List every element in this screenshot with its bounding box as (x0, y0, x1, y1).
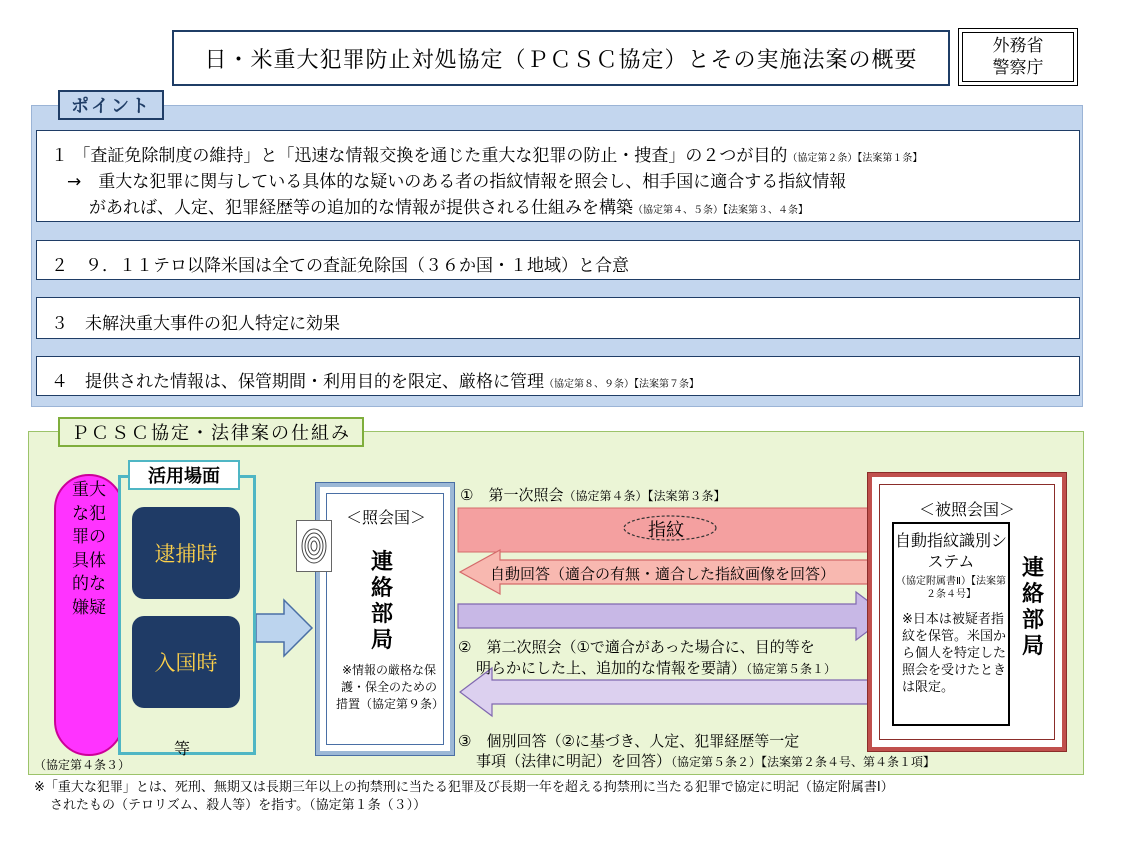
auto-reply-label: 自動回答（適合の有無・適合した指紋画像を回答） (490, 565, 836, 583)
afis-title: 自動指紋識別システム (894, 531, 1007, 571)
step1-text: ① 第一次照会 (460, 486, 564, 504)
step3-ref: （協定第５条２）【法案第２条４号、第４条１項】 (671, 755, 936, 769)
scene-entry-label: 入国時 (154, 651, 218, 675)
step2-line2-text: 明らかにした上、追加的な情報を要請） (476, 659, 747, 677)
step2-ref: （協定第５条１） (746, 662, 837, 676)
usage-tab-label: 活用場面 (148, 466, 220, 487)
requested-liaison: 連絡部局 (1021, 556, 1044, 659)
footnote (34, 779, 894, 815)
document-title-text: 日・米重大犯罪防止対処協定（ＰＣＳＣ協定）とその実施法案の概要 (204, 47, 918, 73)
afis-ref: （協定附属書Ⅱ）【法案第２条４号】 (896, 576, 1006, 600)
step3-line2 (476, 750, 935, 771)
footnote-line-1: ※「重大な犯罪」とは、死刑、無期又は長期三年以上の拘禁刑に当たる犯罪及び長期一年を超える拘禁刑に当たる犯罪で協定に明記（協定附属書Ⅰ） (34, 780, 894, 795)
point-4-ref: （協定第８、９条）【法案第７条】 (544, 379, 699, 390)
fingerprint-icon (296, 520, 332, 572)
point-1-line-3-text: があれば、人定、犯罪経歴等の追加的な情報が提供される仕組みを構築 (89, 198, 633, 218)
usage-to-requesting-arrow (256, 600, 312, 656)
agency-mofa: 外務省 (992, 36, 1044, 56)
step2-line1: ② 第二次照会（①で適合があった場合に、目的等を (458, 638, 815, 656)
scene-arrest (132, 507, 240, 599)
scene-arrest-label: 逮捕時 (154, 542, 218, 566)
points-tab-label: ポイント (71, 96, 151, 117)
step3-line1: ③ 個別回答（②に基づき、人定、犯罪経歴等一定 (458, 732, 800, 750)
step3-line2-text: 事項（法律に明記）を回答） (476, 752, 672, 770)
afis-note: ※日本は被疑者指紋を保管。米国から個人を特定した照会を受けたときは限定。 (902, 612, 1007, 695)
point-1-line-3-ref: （協定第４、５条）【法案第３、４条】 (633, 205, 808, 216)
step1-ref: （協定第４条）【法案第３条】 (563, 489, 726, 503)
requesting-country-title: ＜照会国＞ (345, 508, 426, 527)
agency-npa: 警察庁 (992, 58, 1044, 78)
point-1-line-2: → 重大な犯罪に関与している具体的な疑いのある者の指紋情報を照会し、相手国に適合する指紋情報 (67, 172, 847, 192)
step2-arrow (458, 592, 888, 640)
usage-tab (128, 460, 240, 490)
requesting-note: ※情報の厳格な保護・保全のための措置（協定第９条） (336, 663, 445, 711)
step2-line2 (476, 657, 836, 678)
fingerprint-label: 指紋 (648, 520, 684, 541)
scene-entry (132, 616, 240, 708)
footnote-line-2: されたもの（テロリズム、殺人等）を指す。（協定第１条（３）） (50, 798, 427, 813)
point-1-line-1-text: １ 「査証免除制度の維持」と「迅速な情報交換を通じた重大な犯罪の防止・捜査」の２つが目的 (51, 146, 788, 166)
mechanism-tab-label: ＰＣＳＣ協定・法律案の仕組み (71, 423, 351, 444)
requested-country-title: ＜被照会国＞ (918, 500, 1015, 519)
scene-etc: 等 (174, 739, 191, 758)
point-1-ref: （協定第２条）【法案第１条】 (787, 153, 923, 164)
point-2-text: ２ ９．１１テロ以降米国は全ての査証免除国（３６か国・１地域）と合意 (51, 256, 629, 276)
point-4-text: ４ 提供された情報は、保管期間・利用目的を限定、厳格に管理 (51, 372, 544, 392)
requesting-liaison: 連絡部局 (370, 550, 393, 653)
suspicion-text: 重大な犯罪の具体的な嫌疑 (72, 480, 106, 618)
step1-label (460, 484, 725, 505)
point-3-text: ３ 未解決重大事件の犯人特定に効果 (51, 314, 340, 334)
suspicion-ref: （協定第４条３） (34, 758, 131, 772)
